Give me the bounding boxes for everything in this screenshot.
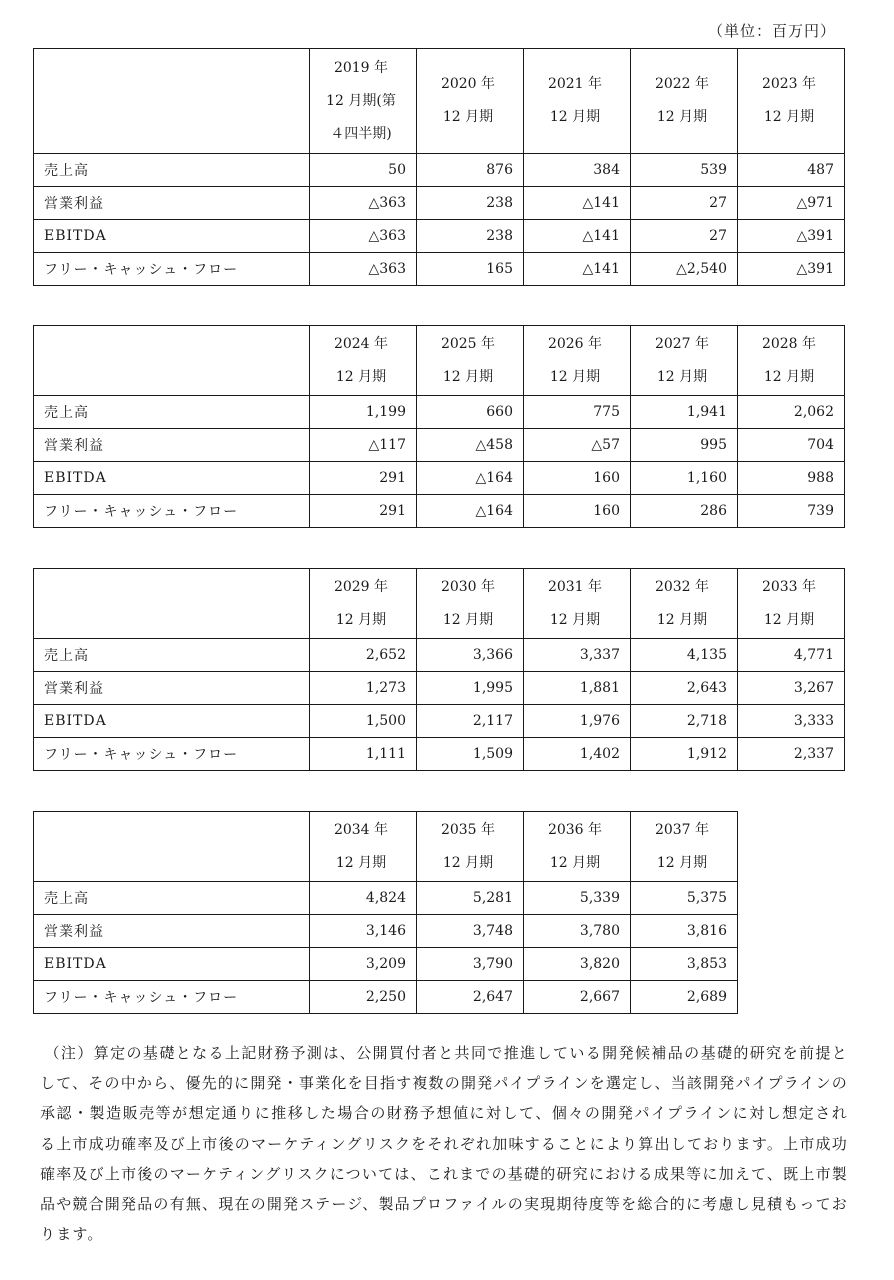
period-header-line: 12 月期 — [763, 611, 815, 628]
period-header-line: 12 月期 — [763, 368, 815, 385]
value-cell: △363 — [310, 220, 417, 253]
row-label: EBITDA — [34, 220, 310, 253]
period-header-line: 2035 年 — [440, 821, 496, 838]
value-cell: 1,995 — [417, 672, 524, 705]
period-header-line: 12 月期 — [549, 854, 601, 871]
period-header-line: 12 月期 — [656, 109, 708, 125]
period-header — [524, 49, 631, 154]
value-cell: 660 — [417, 396, 524, 429]
period-header-line: 2032 年 — [654, 578, 710, 595]
value-cell: △363 — [310, 253, 417, 286]
value-cell: 1,509 — [417, 738, 524, 771]
value-cell: 1,199 — [310, 396, 417, 429]
row-label: フリー・キャッシュ・フロー — [34, 495, 310, 528]
value-cell: 286 — [631, 495, 738, 528]
period-header-line: 12 月期 — [549, 109, 601, 125]
value-cell: 876 — [417, 154, 524, 187]
table-row — [34, 639, 845, 672]
value-cell: 291 — [310, 495, 417, 528]
value-cell: 3,748 — [417, 915, 524, 948]
period-header-line: 12 月期 — [442, 368, 494, 385]
financial-forecast-table-2034-2037 — [33, 811, 738, 1014]
period-header — [310, 326, 417, 396]
period-header-line: 2030 年 — [440, 578, 496, 595]
header-row — [34, 326, 845, 396]
value-cell: 3,209 — [310, 948, 417, 981]
period-header-line: 2034 年 — [333, 821, 389, 838]
value-cell: 2,689 — [631, 981, 738, 1014]
period-header — [417, 326, 524, 396]
period-header — [417, 569, 524, 639]
value-cell: 2,062 — [738, 396, 845, 429]
period-header-line: 2026 年 — [547, 335, 603, 352]
value-cell: 3,816 — [631, 915, 738, 948]
value-cell: 2,667 — [524, 981, 631, 1014]
value-cell: △141 — [524, 187, 631, 220]
value-cell: 1,111 — [310, 738, 417, 771]
value-cell: △141 — [524, 253, 631, 286]
period-header — [524, 326, 631, 396]
value-cell: 4,771 — [738, 639, 845, 672]
value-cell: 3,366 — [417, 639, 524, 672]
period-header-line: 2027 年 — [654, 335, 710, 352]
period-header-line: 2028 年 — [761, 335, 817, 352]
period-header-line: 2025 年 — [440, 335, 496, 352]
value-cell: 775 — [524, 396, 631, 429]
period-header-line: 2022 年 — [654, 76, 710, 92]
value-cell: 1,941 — [631, 396, 738, 429]
value-cell: 1,976 — [524, 705, 631, 738]
table-row — [34, 462, 845, 495]
row-label: 売上高 — [34, 154, 310, 187]
period-header — [310, 569, 417, 639]
financial-forecast-table-2019-2023 — [33, 48, 845, 286]
period-header — [524, 569, 631, 639]
footnote: （注）算定の基礎となる上記財務予測は、公開買付者と共同で推進している開発候補品の基礎的研究を前提として、その中から、優先的に開発・事業化を目指す複数の開発パイプラインを選定し、当該開発パイプラインの承認・製造販売等が想定通りに推移した場合の財務予想値に対して、個々の開発パイプラインに対し想定される上市成功確率及び上市後のマーケティングリスクをそれぞれ加味することにより算出しております。上市成功確率及び上市後のマーケティングリスクについては、これまでの基礎的研究における成果等に加えて、既上市製品や競合開発品の有無、現在の開発ステージ、製品プロファイルの実現期待度等を総合的に考慮し見積もっております。 — [40, 1044, 848, 1244]
row-label: 売上高 — [34, 639, 310, 672]
row-label: フリー・キャッシュ・フロー — [34, 738, 310, 771]
value-cell: 2,250 — [310, 981, 417, 1014]
table-row — [34, 882, 738, 915]
row-label: 営業利益 — [34, 187, 310, 220]
value-cell: △363 — [310, 187, 417, 220]
value-cell: 165 — [417, 253, 524, 286]
period-header — [631, 569, 738, 639]
period-header-line: 2021 年 — [547, 76, 603, 92]
value-cell: 1,500 — [310, 705, 417, 738]
value-cell: 2,117 — [417, 705, 524, 738]
value-cell: △164 — [417, 462, 524, 495]
value-cell: 291 — [310, 462, 417, 495]
value-cell: △2,540 — [631, 253, 738, 286]
financial-forecast-table-2024-2028 — [33, 325, 845, 528]
value-cell: 995 — [631, 429, 738, 462]
row-label: 売上高 — [34, 882, 310, 915]
value-cell: 487 — [738, 154, 845, 187]
period-header-line: 2029 年 — [333, 578, 389, 595]
table-row — [34, 981, 738, 1014]
period-header-line: 12 月期 — [763, 109, 815, 125]
row-label: フリー・キャッシュ・フロー — [34, 981, 310, 1014]
value-cell: 3,780 — [524, 915, 631, 948]
unit-label: （単位：百万円） — [707, 22, 836, 40]
period-header-line: 12 月期 — [335, 611, 387, 628]
table-row — [34, 705, 845, 738]
period-header-line: 12 月期 — [442, 854, 494, 871]
value-cell: 3,853 — [631, 948, 738, 981]
value-cell: 384 — [524, 154, 631, 187]
value-cell: 4,135 — [631, 639, 738, 672]
period-header-line: 12 月期 — [549, 611, 601, 628]
value-cell: 160 — [524, 495, 631, 528]
value-cell: 238 — [417, 220, 524, 253]
value-cell: △164 — [417, 495, 524, 528]
value-cell: 1,881 — [524, 672, 631, 705]
table-row — [34, 672, 845, 705]
table-row — [34, 187, 845, 220]
period-header — [631, 49, 738, 154]
period-header — [631, 812, 738, 882]
table-row — [34, 396, 845, 429]
value-cell: △57 — [524, 429, 631, 462]
table-row — [34, 915, 738, 948]
period-header — [738, 569, 845, 639]
period-header — [631, 326, 738, 396]
period-header — [417, 812, 524, 882]
header-blank-cell — [34, 569, 310, 639]
value-cell: △391 — [738, 253, 845, 286]
header-row — [34, 812, 738, 882]
value-cell: 3,820 — [524, 948, 631, 981]
header-blank-cell — [34, 49, 310, 154]
value-cell: 3,337 — [524, 639, 631, 672]
period-header — [524, 812, 631, 882]
period-header — [417, 49, 524, 154]
period-header — [738, 49, 845, 154]
period-header-line: 2037 年 — [654, 821, 710, 838]
value-cell: 1,160 — [631, 462, 738, 495]
value-cell: 27 — [631, 220, 738, 253]
value-cell: △391 — [738, 220, 845, 253]
value-cell: 988 — [738, 462, 845, 495]
table-row — [34, 948, 738, 981]
value-cell: 4,824 — [310, 882, 417, 915]
row-label: EBITDA — [34, 948, 310, 981]
period-header-line: 12 月期 — [656, 854, 708, 871]
value-cell: 3,267 — [738, 672, 845, 705]
value-cell: 2,718 — [631, 705, 738, 738]
period-header-line: 12 月期(第 — [326, 92, 396, 109]
table-row — [34, 220, 845, 253]
period-header-line: 2023 年 — [761, 76, 817, 92]
value-cell: 5,281 — [417, 882, 524, 915]
row-label: EBITDA — [34, 705, 310, 738]
period-header-line: 2031 年 — [547, 578, 603, 595]
value-cell: 27 — [631, 187, 738, 220]
value-cell: △141 — [524, 220, 631, 253]
period-header-line: 2036 年 — [547, 821, 603, 838]
value-cell: 2,337 — [738, 738, 845, 771]
value-cell: △971 — [738, 187, 845, 220]
value-cell: 1,912 — [631, 738, 738, 771]
period-header-line: 12 月期 — [335, 368, 387, 385]
period-header-line: 12 月期 — [442, 611, 494, 628]
financial-forecast-table-2029-2033 — [33, 568, 845, 771]
value-cell: 5,375 — [631, 882, 738, 915]
period-header — [310, 812, 417, 882]
value-cell: △458 — [417, 429, 524, 462]
value-cell: 539 — [631, 154, 738, 187]
value-cell: 3,790 — [417, 948, 524, 981]
row-label: 営業利益 — [34, 915, 310, 948]
table-row — [34, 495, 845, 528]
table-row — [34, 738, 845, 771]
value-cell: 1,273 — [310, 672, 417, 705]
value-cell: 3,333 — [738, 705, 845, 738]
table-row — [34, 253, 845, 286]
row-label: フリー・キャッシュ・フロー — [34, 253, 310, 286]
row-label: 営業利益 — [34, 672, 310, 705]
header-blank-cell — [34, 812, 310, 882]
row-label: 営業利益 — [34, 429, 310, 462]
table-row — [34, 429, 845, 462]
value-cell: 2,647 — [417, 981, 524, 1014]
period-header-line: 2019 年 — [333, 59, 389, 76]
period-header — [738, 326, 845, 396]
value-cell: △117 — [310, 429, 417, 462]
period-header-line: ４四半期) — [330, 125, 392, 142]
value-cell: 2,643 — [631, 672, 738, 705]
period-header-line: 2033 年 — [761, 578, 817, 595]
value-cell: 739 — [738, 495, 845, 528]
value-cell: 2,652 — [310, 639, 417, 672]
value-cell: 238 — [417, 187, 524, 220]
period-header-line: 12 月期 — [335, 854, 387, 871]
period-header-line: 12 月期 — [656, 611, 708, 628]
period-header-line: 2020 年 — [440, 76, 496, 92]
value-cell: 5,339 — [524, 882, 631, 915]
value-cell: 160 — [524, 462, 631, 495]
period-header-line: 12 月期 — [549, 368, 601, 385]
period-header-line: 2024 年 — [333, 335, 389, 352]
row-label: 売上高 — [34, 396, 310, 429]
header-row — [34, 49, 845, 154]
header-blank-cell — [34, 326, 310, 396]
value-cell: 50 — [310, 154, 417, 187]
period-header-line: 12 月期 — [442, 109, 494, 125]
value-cell: 704 — [738, 429, 845, 462]
table-row — [34, 154, 845, 187]
period-header — [310, 49, 417, 154]
value-cell: 1,402 — [524, 738, 631, 771]
period-header-line: 12 月期 — [656, 368, 708, 385]
header-row — [34, 569, 845, 639]
row-label: EBITDA — [34, 462, 310, 495]
value-cell: 3,146 — [310, 915, 417, 948]
